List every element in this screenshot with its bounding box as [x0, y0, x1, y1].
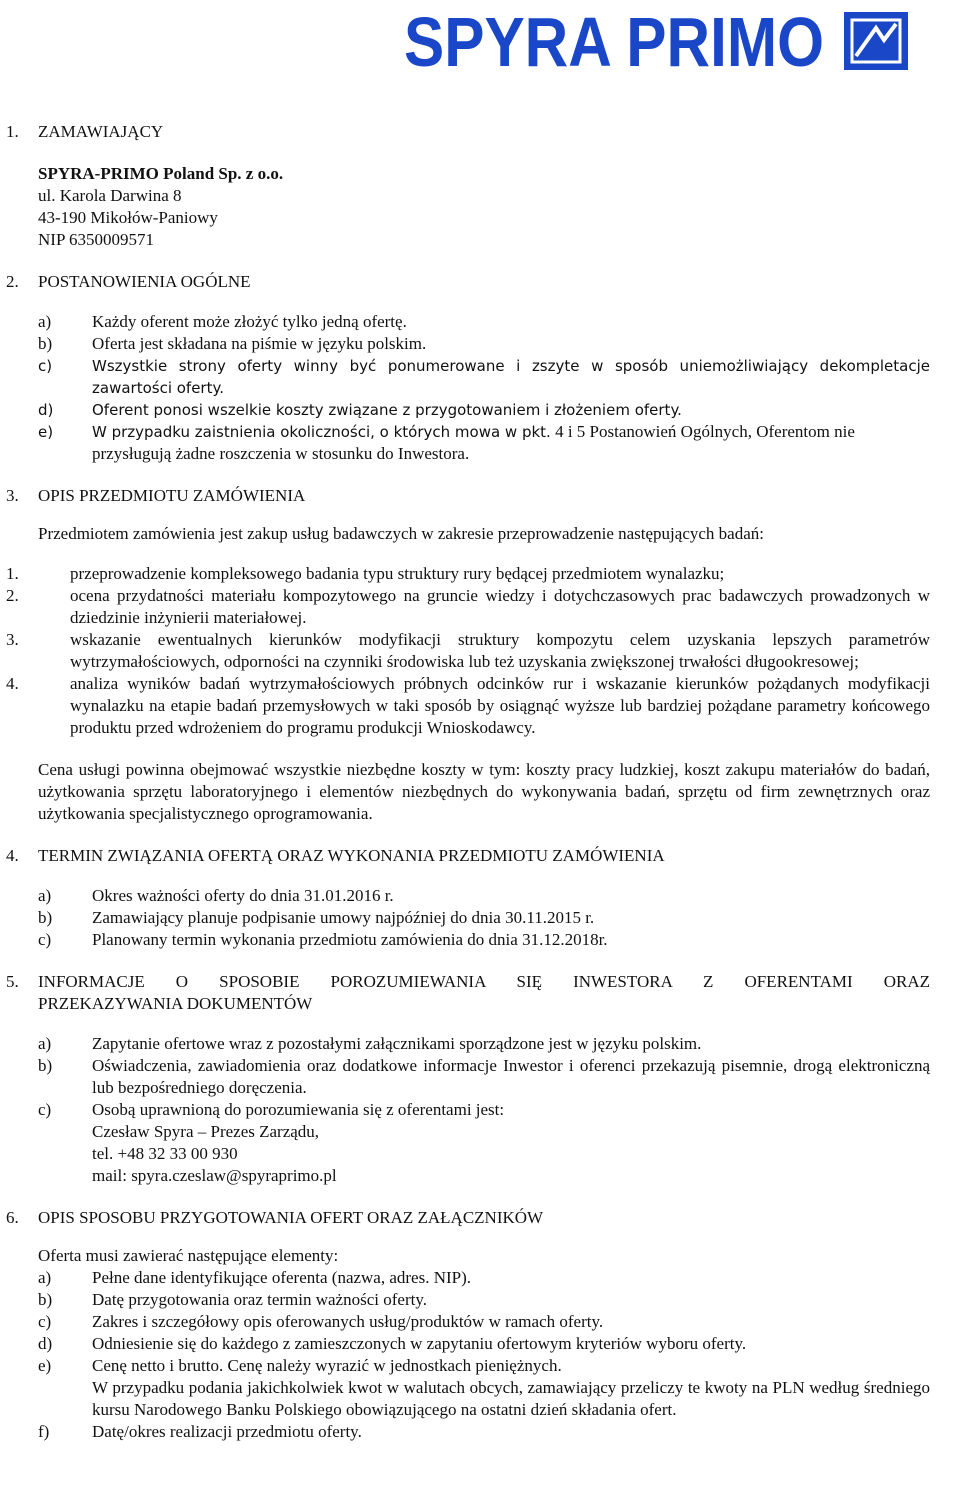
section-number: 2.: [6, 272, 19, 291]
section-4-list: [0, 885, 960, 951]
section-title: OPIS PRZEDMIOTU ZAMÓWIENIA: [38, 486, 306, 505]
section-5-list: [0, 1033, 960, 1187]
list-item: c) Zakres i szczegółowy opis oferowanych usług/produktów w ramach oferty.: [38, 1312, 604, 1331]
list-item: a) Okres ważności oferty do dnia 31.01.2016 r.: [38, 886, 394, 905]
document-body: [0, 121, 960, 1443]
company-nip: NIP 6350009571: [38, 230, 155, 249]
list-item: a) Pełne dane identyfikujące oferenta (nazwa, adres. NIP).: [38, 1268, 472, 1287]
section-title: INFORMACJE O SPOSOBIE POROZUMIEWANIA SIĘ INWESTORA Z OFERENTAMI ORAZ: [38, 972, 930, 991]
list-item: e) W przypadku zaistnienia okoliczności, o których mowa w pkt. 4 i 5 Postanowień Ogólnych, Oferentom nie przysługują żadne roszczenia w stosunku do Inwestora.: [38, 422, 855, 463]
section-3-intro: Przedmiotem zamówienia jest zakup usług badawczych w zakresie przeprowadzenie następujących badań:: [38, 524, 764, 543]
list-item: a) Każdy oferent może złożyć tylko jedną ofertę.: [38, 312, 407, 331]
section-title-continued: PRZEKAZYWANIA DOKUMENTÓW: [38, 994, 313, 1013]
section-5-heading: [0, 971, 960, 993]
list-item: d) Odniesienie się do każdego z zamieszczonych w zapytaniu ofertowym kryteriów wyboru oferty.: [38, 1334, 747, 1353]
section-number: 1.: [6, 122, 19, 141]
company-street: ul. Karola Darwina 8: [38, 186, 182, 205]
contact-email[interactable]: mail: spyra.czeslaw@spyraprimo.pl: [92, 1166, 337, 1185]
section-1-heading: [0, 121, 960, 143]
section-number: 6.: [6, 1208, 19, 1227]
contact-intro: Osobą uprawnioną do porozumiewania się z oferentami jest:: [92, 1100, 505, 1119]
section-2-list: [0, 311, 960, 465]
section-6-intro: Oferta musi zawierać następujące elementy:: [38, 1246, 339, 1265]
section-title: TERMIN ZWIĄZANIA OFERTĄ ORAZ WYKONANIA PRZEDMIOTU ZAMÓWIENIA: [38, 846, 665, 865]
numbered-item: 4. analiza wyników badań wytrzymałościowych próbnych odcinków rur i wskazanie kierunków pożądanych modyfikacji wynalazku na etapie badań przemysłowych w taki sposób by osiągnąć wyższe lub bardziej pożądane parametry końcowego produktu przed wdrożeniem do programu produkcji Wnioskodawcy.: [6, 674, 930, 737]
section-number: 5.: [6, 972, 19, 991]
ordering-party-details: [0, 163, 960, 251]
contact-person: Czesław Spyra – Prezes Zarządu,: [92, 1122, 320, 1141]
list-item: c) Wszystkie strony oferty winny być ponumerowane i zszyte w sposób uniemożliwiający dekompletacje zawartości oferty.: [38, 357, 930, 397]
numbered-item: 3. wskazanie ewentualnych kierunków modyfikacji struktury kompozytu celem uzyskania lepszych parametrów wytrzymałościowych, odporności na czynniki środowiska lub też uzyskania zwiększonej trwałości długookresowej;: [6, 630, 930, 671]
section-6-heading: [0, 1207, 960, 1229]
logo-emblem: [844, 12, 908, 70]
price-paragraph: Cena usługi powinna obejmować wszystkie niezbędne koszty w tym: koszty pracy ludzkiej, koszt zakupu materiałów do badań, użytkowania sprzętu laboratoryjnego i elementów niezbędnych do wykonywania badań, sprzętu od firm zewnętrznych oraz użytkowania specjalistycznego oprogramowania.: [38, 760, 930, 823]
contact-phone: tel. +48 32 33 00 930: [92, 1144, 238, 1163]
section-title: POSTANOWIENIA OGÓLNE: [38, 272, 251, 291]
list-item: e) Cenę netto i brutto. Cenę należy wyrazić w jednostkach pieniężnych. W przypadku podania jakichkolwiek kwot w walutach obcych, zamawiający przeliczy te kwoty na PLN według średniego kursu Narodowego Banku Polskiego obowiązującego na ostatni dzień składania ofert.: [38, 1356, 930, 1419]
section-6-list: [0, 1267, 960, 1443]
section-title: ZAMAWIAJĄCY: [38, 122, 164, 141]
logo-wordmark: SPYRA PRIMO: [404, 6, 824, 76]
list-item: b) Zamawiający planuje podpisanie umowy najpóźniej do dnia 30.11.2015 r.: [38, 908, 595, 927]
section-3-heading: [0, 485, 960, 507]
company-name: SPYRA-PRIMO Poland Sp. z o.o.: [38, 164, 284, 183]
list-item: b) Oferta jest składana na piśmie w języku polskim.: [38, 334, 427, 353]
list-item: c) Osobą uprawnioną do porozumiewania się z oferentami jest: Czesław Spyra – Prezes Zarządu, tel. +48 32 33 00 930 mail: spyra.czeslaw@spyraprimo.pl: [38, 1099, 930, 1187]
numbered-item: 2. ocena przydatności materiału kompozytowego na gruncie wiedzy i dotychczasowych prac badawczych prowadzonych w dziedzinie inżynierii materiałowej.: [6, 586, 930, 627]
numbered-item: 1. przeprowadzenie kompleksowego badania typu struktury rury będącej przedmiotem wynalazku;: [6, 564, 725, 583]
section-title: OPIS SPOSOBU PRZYGOTOWANIA OFERT ORAZ ZAŁĄCZNIKÓW: [38, 1208, 544, 1227]
section-4-heading: [0, 845, 960, 867]
list-item: d) Oferent ponosi wszelkie koszty związane z przygotowaniem i złożeniem oferty.: [38, 401, 682, 419]
section-number: 3.: [6, 486, 19, 505]
list-item: c) Planowany termin wykonania przedmiotu zamówienia do dnia 31.12.2018r.: [38, 930, 608, 949]
list-item: f) Datę/okres realizacji przedmiotu oferty.: [38, 1422, 362, 1441]
list-item: b) Datę przygotowania oraz termin ważności oferty.: [38, 1290, 427, 1309]
list-item: a) Zapytanie ofertowe wraz z pozostałymi załącznikami sporządzone jest w języku polskim.: [38, 1034, 702, 1053]
section-2-heading: [0, 271, 960, 293]
section-number: 4.: [6, 846, 19, 865]
company-logo: [404, 6, 912, 76]
company-city: 43-190 Mikołów-Paniowy: [38, 208, 218, 227]
list-item: b) Oświadczenia, zawiadomienia oraz dodatkowe informacje Inwestor i oferenci przekazują pisemnie, drogą elektroniczną lub bezpośredniego doręczenia.: [38, 1056, 930, 1097]
